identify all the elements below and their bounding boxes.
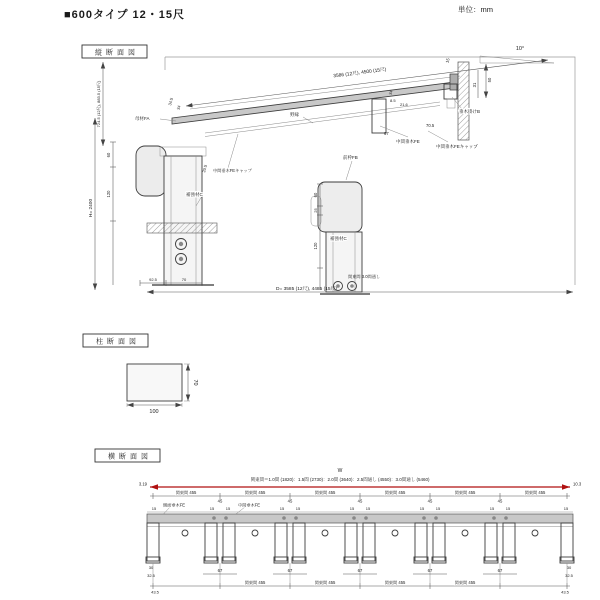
dim-15: 15 [279,506,285,511]
depth-dim: D= 3585 (12尺), 4485 (15尺) [276,287,337,292]
dim-67: 67 [287,568,293,573]
column-section-label: 柱断面図 [96,338,140,346]
part-hahazai: 母材FA [135,116,150,121]
dim-43-5: 43.5 [151,589,159,595]
pitch-label: 関東間 455 [384,490,406,495]
vertical-section-drawing [82,45,575,294]
part-tarukikake: 垂木掛けB [459,109,481,114]
column-width-dim: 100 [149,409,159,415]
dim-25: 25 [313,208,318,213]
pitch-label: 関東間 455 [244,490,266,495]
dim-60-mid: 60 [313,192,318,198]
dim-67: 67 [427,568,433,573]
page-title: ■600タイプ 12・15尺 [64,9,185,21]
unit-note: 単位：mm [458,5,493,14]
part-maewaku: 前枠FB [343,155,358,160]
left-edge-dim: 3.19 [138,481,147,487]
part-hokyozai: 補強材C [330,236,347,241]
part-chukan-cap-left: 中間垂木FEキャップ [213,168,252,173]
eave-height-dim: 724.5 (12尺), 883.5 (15尺) [96,80,101,128]
w-arrow-right [562,484,570,489]
slope-dim: 3586 (12尺), 4500 (15尺) [333,67,387,80]
dim-30: 30 [148,565,154,570]
column-section-drawing [83,334,198,415]
gutter-cap [136,146,166,196]
roof-panel-bar [147,512,573,527]
dim-31: 31 [472,82,477,88]
pitch-label-bottom: 関東間 455 [384,580,406,585]
pitch-label-bottom: 関東間 455 [454,580,476,585]
dim-60: 60 [106,152,111,158]
roof-beam [172,74,460,137]
pitch-label: 関東間 455 [314,490,336,495]
dim-15: 15 [489,506,495,511]
dim-45: 45 [357,498,363,504]
pitch-label: 関東間 455 [454,490,476,495]
angle-label: 10° [515,46,525,52]
part-side-taruki: 側面垂木FE [163,502,186,508]
span-note: 関東間 3.0間通し [348,274,381,279]
span-options: 関東間＝1.0間 (1820)：1.5間 (2730)：2.0間 (3640)：2.5間通し (4550)：3.0間通し (5460) [250,477,430,482]
part-hokyozai-left: 補強材C [186,192,203,197]
dim-120: 120 [106,190,111,198]
dim-67: 67 [357,568,363,573]
w-label: W [337,468,343,474]
vertical-section-label: 縦断面図 [95,49,139,57]
dim-45: 45 [287,498,293,504]
dim-32-5: 32.5 [147,573,155,578]
dim-50: 50 [487,77,492,83]
height-dim: H= 2400 [89,198,94,218]
rafter-top-dims [152,499,569,512]
dim-15: 15 [295,506,301,511]
pitch-label-bottom: 関東間 455 [244,580,266,585]
dim-43-5: 43.5 [561,589,569,595]
dim-15: 15 [505,506,511,511]
intermediate-rafter-profile [372,99,386,133]
dim-45: 45 [427,498,433,504]
part-chukan-taruki: 中間垂木FE [396,139,420,144]
dim-32-5: 32.5 [565,573,573,578]
part-nobuchi: 野縁 [290,112,299,117]
dim-70-5: 70.5 [426,123,435,128]
wall-hatch [458,62,469,140]
left-post [164,156,202,285]
dim-21-6: 21.6 [400,102,408,107]
dim-34-5: 34.5 [167,97,174,107]
dim-15: 15 [435,506,441,511]
dim-15: 15 [563,506,569,511]
w-dim-line [150,484,570,489]
dim-15: 15 [444,57,451,64]
dim-45: 45 [217,498,223,504]
dim-67: 67 [217,568,223,573]
right-edge-dim: 10.3 [573,481,582,487]
dim-30: 30 [566,565,572,570]
dim-34: 34 [175,104,182,111]
dim-8-5: 8.5 [390,98,396,103]
dim-34b: 34 [387,89,394,96]
dim-15: 15 [349,506,355,511]
column-height-dim: 70 [192,379,198,386]
dim-15: 15 [225,506,231,511]
dim-92-5: 92.5 [149,277,157,282]
pitch-label: 関東間 455 [175,490,197,495]
front-frame-cap [318,182,362,232]
horizontal-section-label: 横断面図 [108,453,152,461]
dim-67: 67 [384,131,389,136]
dim-120-mid: 120 [313,242,318,250]
dim-15: 15 [209,506,215,511]
dim-70: 70 [181,277,187,282]
column-profile [127,364,182,401]
part-chukan-taruki-x: 中間垂木FE [238,502,261,508]
horizontal-section-drawing [95,449,582,595]
pitch-label-bottom: 関東間 455 [314,580,336,585]
dim-67: 67 [497,568,503,573]
dim-15: 15 [419,506,425,511]
w-arrow-left [150,484,158,489]
dim-15: 15 [365,506,371,511]
part-chukan-cap: 中間垂木FEキャップ [436,144,478,149]
middle-post [326,232,362,292]
dim-45: 45 [497,498,503,504]
dim-20-5: 20.5 [201,164,208,174]
dim-15: 15 [151,506,157,511]
pitch-label: 関東間 455 [524,490,546,495]
